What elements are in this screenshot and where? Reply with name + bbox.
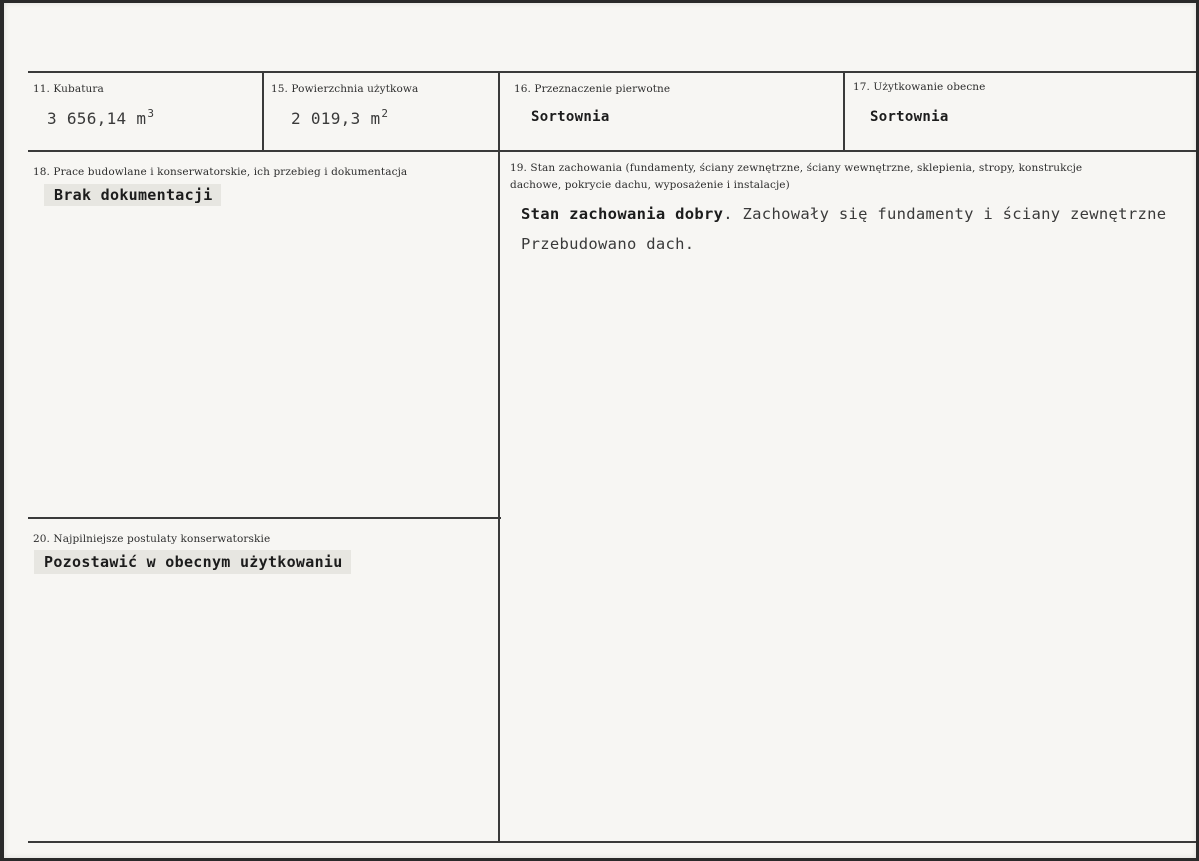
field-label-postulaty: 20. Najpilniejsze postulaty konserwatorskie — [33, 533, 271, 545]
field-label-powierzchnia: 15. Powierzchnia użytkowa — [271, 83, 419, 95]
field-label-prace: 18. Prace budowlane i konserwatorskie, ich przebieg i dokumentacja — [33, 166, 408, 178]
field-value-uzytkowanie: Sortownia — [870, 109, 949, 125]
stan-rest: . Zachowały się fundamenty i ściany zewnętrzne — [723, 205, 1167, 223]
row-divider — [28, 150, 1196, 152]
field-value-postulaty: Pozostawić w obecnym użytkowaniu — [34, 550, 351, 574]
col-divider-1 — [262, 72, 264, 151]
top-rule — [28, 71, 1196, 73]
kubatura-number: 3 656,14 — [47, 109, 127, 128]
powierzchnia-unit: m — [370, 109, 381, 128]
left-divider — [28, 517, 501, 519]
field-value-prace: Brak dokumentacji — [44, 184, 221, 206]
col-divider-2 — [498, 72, 500, 842]
field-value-kubatura — [47, 107, 154, 128]
field-label-przeznaczenie: 16. Przeznaczenie pierwotne — [514, 83, 671, 95]
field-value-stan — [521, 205, 1166, 223]
bottom-rule — [28, 841, 1196, 843]
powierzchnia-number: 2 019,3 — [291, 109, 361, 128]
field-label-uzytkowanie: 17. Użytkowanie obecne — [853, 81, 986, 93]
stan-lead: Stan zachowania dobry — [521, 205, 724, 223]
field-value-powierzchnia — [291, 107, 388, 128]
kubatura-unit-exponent: 3 — [147, 107, 155, 120]
col-divider-3 — [843, 72, 845, 151]
inventory-card — [4, 3, 1196, 858]
field-value-stan-line2: Przebudowano dach. — [521, 235, 695, 253]
kubatura-unit: m — [136, 109, 147, 128]
field-label-kubatura: 11. Kubatura — [33, 83, 104, 95]
field-label-stan: 19. Stan zachowania (fundamenty, ściany zewnętrzne, ściany wewnętrzne, sklepienia, stropy, konstrukcje dachowe, pokrycie dachu, wyposażenie i instalacje) — [510, 162, 1083, 191]
powierzchnia-unit-exponent: 2 — [381, 107, 389, 120]
field-value-przeznaczenie: Sortownia — [531, 109, 610, 125]
